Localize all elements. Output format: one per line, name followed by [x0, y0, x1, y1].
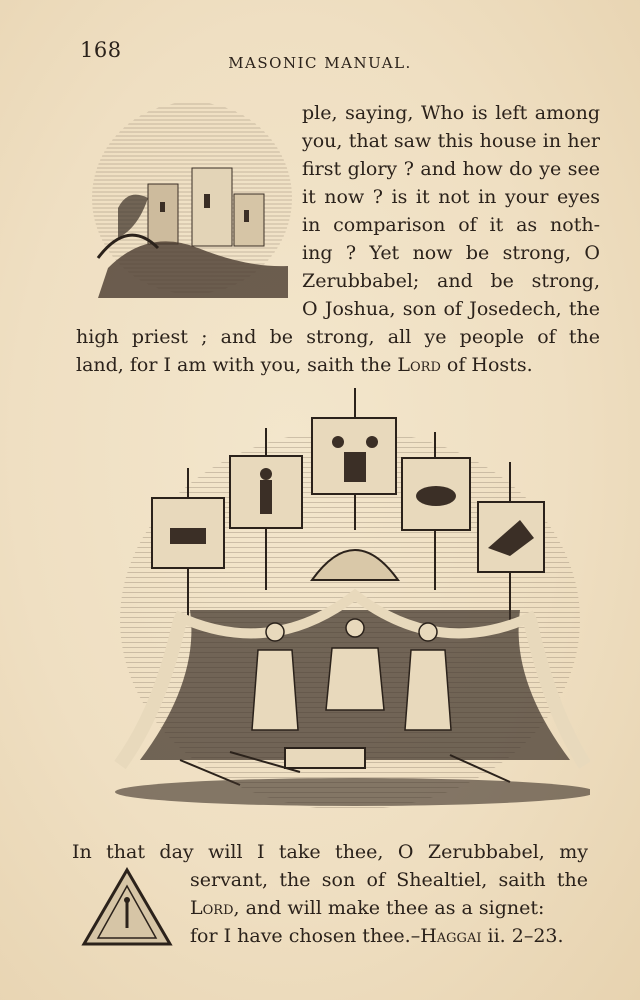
passage-line: O Joshua, son of Josedech, the	[302, 298, 600, 320]
passage-line: it now ? is it not in your eyes	[302, 186, 600, 208]
passage-line-last	[76, 352, 600, 378]
tabernacle-illustration	[80, 380, 590, 820]
passage-line: high priest ; and be strong, all ye people of the	[76, 326, 600, 348]
ruined-castle-vignette	[88, 98, 296, 298]
closing-text: , and will make thee as a signet:	[233, 897, 545, 919]
running-head: MASONIC MANUAL.	[228, 54, 412, 72]
passage-line: in comparison of it as noth-	[302, 214, 600, 236]
citation-reference: ii. 2–23.	[481, 925, 564, 947]
citation-book: Haggai	[420, 925, 482, 947]
closing-line	[190, 922, 564, 950]
passage-line: ple, saying, Who is left among	[302, 102, 600, 124]
passage-line: Zerubbabel; and be strong,	[302, 270, 600, 292]
passage-line: first glory ? and how do ye see	[302, 158, 600, 180]
passage-text: of Hosts.	[440, 354, 533, 376]
passage-line: ing ? Yet now be strong, O	[302, 242, 600, 264]
page-number: 168	[80, 38, 122, 62]
passage-line: you, that saw this house in her	[302, 130, 600, 152]
closing-text: for I have chosen thee.–	[190, 925, 421, 947]
closing-line: servant, the son of Shealtiel, saith the	[190, 869, 588, 891]
triangle-emblem	[80, 866, 174, 948]
passage-text: land, for I am with you, saith the	[76, 354, 398, 376]
closing-line	[190, 894, 544, 922]
closing-line: In that day will I take thee, O Zerubbabel, my	[72, 841, 588, 863]
lord-word: Lord	[397, 354, 441, 376]
lord-word: Lord	[190, 897, 234, 919]
